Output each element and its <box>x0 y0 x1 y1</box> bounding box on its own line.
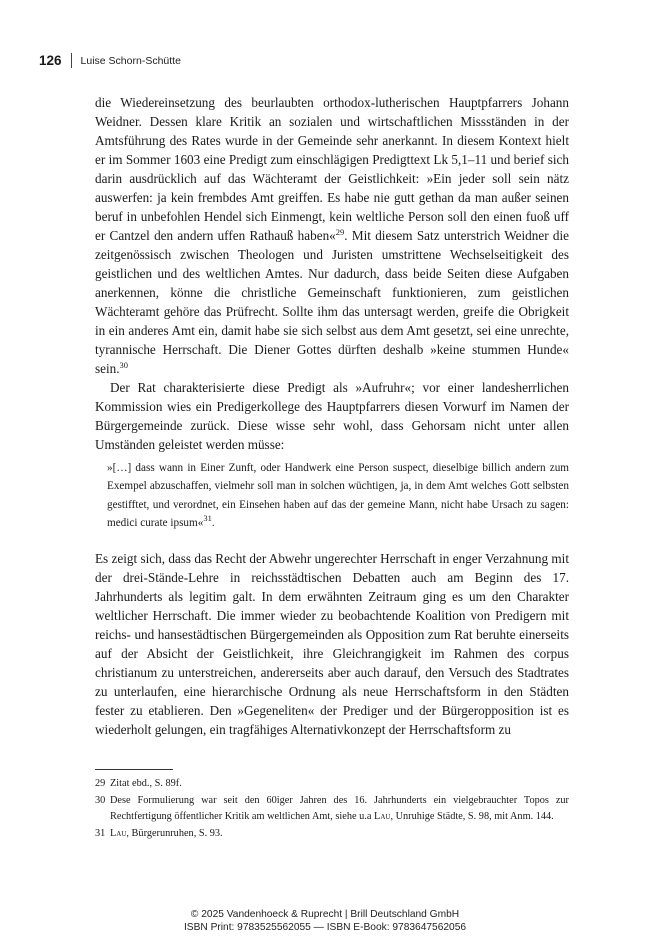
footnote-number: 30 <box>95 794 106 806</box>
footnote-number: 29 <box>95 778 106 789</box>
running-header <box>39 53 181 68</box>
footnote-ref-30[interactable]: 30 <box>119 360 129 370</box>
footnote-text <box>110 793 569 826</box>
author-smallcaps: Lau <box>110 827 127 839</box>
footnote-text: Zitat ebd., S. 89f. <box>110 778 182 789</box>
paragraph-1-text: die Wiedereinsetzung des beurlaubten orthodox-lutherischen Hauptpfarrers Johann Weidner. Dessen klare Kritik an sozialen und wirtschaftlichen Missständen in der Amtsführung des Rates wurde in der Gemeinde sehr anerkannt. In diesem Kontext hielt er im Sommer 1603 eine Predigt zum einschlägigen Predigttext Lk 5,1–11 und berief sich darin ausdrücklich auf das Wächteramt der Geistlichkeit: »Ein jeder soll sein nätz auswerfen: ja kein frembdes Amt greiffen. Es habe nie gutt gethan da man außer seinen beruf in unbefohlen Hendel sich Einmengt, kein weltliche Person soll den einen fuoß uff er Cantzel den andern uffen Rathauß haben« <box>95 95 569 243</box>
paragraph-3: Es zeigt sich, dass das Recht der Abwehr ungerechter Herrschaft in enger Verzahnung mit der drei-Stände-Lehre in reichsstädtischen Debatten auch am Beginn des 17. Jahrhunderts als legitim galt. In dem erwähnten Zeitraum ging es um den Charakter weltlicher Herrschaft. Die immer wieder zu beobachtende Koalition von Predigern mit reichs- und hansestädtischen Bürgergemeinden als Opposition zum Rat beruhte einerseits auf der Absicht der Geistlichkeit, ihre Gleichrangigkeit im Rahmen des corpus christianum zu unterstreichen, andererseits aber auch darauf, den Versuch des Stadtrates zu unterlaufen, eine hierarchische Ordnung als neue Herrschaftsform in den Städten fester zu etablieren. Den »Gegeneliten« der Prediger und der Bürgeropposition ist es wiederholt gelungen, ein tragfähiges Alternativkonzept der Herrschaftsform zu <box>95 551 569 737</box>
running-author: Luise Schorn-Schütte <box>80 54 181 67</box>
quote-end: . <box>211 517 215 530</box>
isbn-line: ISBN Print: 9783525562055 — ISBN E-Book: 9783647562056 <box>183 922 467 933</box>
footnote-31 <box>95 826 569 843</box>
footnote-30 <box>95 793 569 826</box>
footnote-text-a: Dese Formulierung war seit den 60iger Jahren des 16. Jahrhunderts ein vielgebrauchter Topos zur Rechtfertigung öffentlicher Kritik am weltlichen Amt, siehe u.a <box>110 794 569 822</box>
body-text <box>95 93 569 454</box>
page-number: 126 <box>39 53 62 68</box>
footnote-separator <box>95 769 173 770</box>
footnotes <box>95 776 569 842</box>
paragraph-1-text-cont: . Mit diesem Satz unterstrich Weidner die zeitgenössisch zwischen Theologen und Juristen umstrittene Wechselseitigkeit des geistlichen und des weltlichen Amtes. Nur dadurch, dass beide Seiten diese Aufgaben anerkennen, könne die christliche Gemeinschaft funktionieren, zum geistlichen Wächteramt gehöre das Prüfrecht. Sollte ihm das untersagt werden, greife die Obrigkeit in ein anderes Amt ein, damit habe sie sich selbst aus dem Amt gesetzt, sei eine unrechte, tyrannische Herrschaft. Die Diener Gottes dürften deshalb »keine stummen Hunde« sein. <box>95 228 570 376</box>
quote-text: »[…] dass wann in Einer Zunft, oder Handwerk eine Person suspect, dieselbige billich andern zum Exempel abzuschaffen, vielmehr soll man in solchen wüchtigen, ja, in dem Amt welches Gott selbsten gestifftet, und verordnet, ein Einsehen haben auf das der gemeine Mann, nicht habe Ursach zu sagen: medici curate ipsum« <box>107 462 569 530</box>
footnote-number: 31 <box>95 827 106 839</box>
footnote-text <box>110 826 569 843</box>
paragraph-1 <box>95 93 569 378</box>
paragraph-2: Der Rat charakterisierte diese Predigt als »Aufruhr«; vor einer landesherrlichen Kommission wies ein Predigerkollege des Hauptpfarrers diesen Vorwurf im Namen der Bürgergemeinde zurück. Diese wisse sehr wohl, dass Gehorsam nicht unter allen Umständen geleistet werden müsse: <box>95 380 569 452</box>
footnote-text-b: , Bürgerunruhen, S. 93. <box>126 827 223 839</box>
footnote-text-b: , Unruhige Städte, S. 98, mit Anm. 144. <box>390 811 554 822</box>
copyright-footer <box>0 908 650 934</box>
copyright-line: © 2025 Vandenhoeck & Ruprecht | Brill Deutschland GmbH <box>190 909 460 920</box>
block-quote <box>107 459 569 533</box>
footnote-ref-31[interactable]: 31 <box>203 513 212 524</box>
footnote-ref-29[interactable]: 29 <box>335 227 345 237</box>
header-divider <box>71 53 72 68</box>
footnote-29 <box>95 776 569 793</box>
author-smallcaps: Lau <box>374 811 391 822</box>
